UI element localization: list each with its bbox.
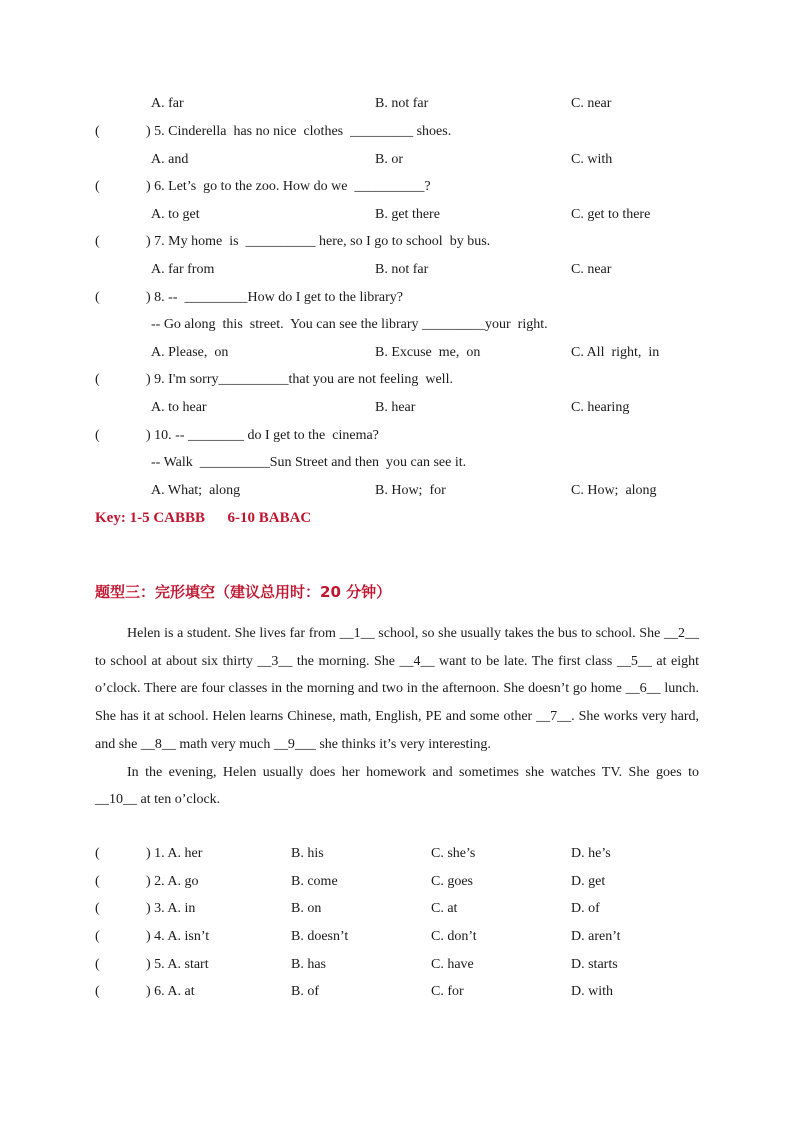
cloze-option-a: ) 4. A. isn’t (146, 929, 210, 944)
cloze-option-a: ) 5. A. start (146, 957, 209, 972)
answer-blank[interactable]: ( (95, 929, 100, 944)
option-a: A. far from (151, 262, 215, 277)
cloze-option-d: D. aren’t (571, 929, 621, 944)
cloze-option-b: B. has (291, 957, 326, 972)
option-b: B. get there (375, 207, 440, 222)
dialogue-reply: -- Go along this street. You can see the library _________your right. (151, 317, 548, 332)
option-a: A. to get (151, 207, 200, 222)
cloze-option-c: C. at (431, 901, 458, 916)
passage-paragraph-2: In the evening, Helen usually does her homework and sometimes she watches TV. She goes to __10__ at ten o’clock. (95, 764, 699, 808)
question-text: ) 5. Cinderella has no nice clothes _________ shoes. (146, 124, 452, 139)
option-c: C. near (571, 262, 612, 277)
cloze-option-d: D. of (571, 901, 600, 916)
answer-blank[interactable]: ( (95, 234, 100, 249)
answer-blank[interactable]: ( (95, 874, 100, 889)
cloze-option-b: B. come (291, 874, 338, 889)
option-a: A. Please, on (151, 345, 229, 360)
cloze-option-c: C. for (431, 984, 464, 999)
option-c: C. near (571, 96, 612, 111)
answer-blank[interactable]: ( (95, 901, 100, 916)
option-a: A. What; along (151, 483, 241, 498)
option-c: C. with (571, 152, 613, 167)
answer-blank[interactable]: ( (95, 957, 100, 972)
cloze-option-d: D. starts (571, 957, 618, 972)
cloze-option-b: B. of (291, 984, 319, 999)
answer-blank[interactable]: ( (95, 179, 100, 194)
cloze-option-a: ) 3. A. in (146, 901, 196, 916)
option-c: C. get to there (571, 207, 651, 222)
cloze-option-a: ) 6. A. at (146, 984, 195, 999)
answer-blank[interactable]: ( (95, 124, 100, 139)
cloze-option-b: B. doesn’t (291, 929, 349, 944)
question-text: ) 10. -- ________ do I get to the cinema? (146, 428, 379, 443)
cloze-option-d: D. with (571, 984, 613, 999)
question-text: ) 9. I'm sorry__________that you are not feeling well. (146, 372, 453, 387)
option-b: B. hear (375, 400, 416, 415)
answer-key: Key: 1-5 CABBB 6-10 BABAC (95, 510, 312, 526)
passage-paragraph-1: Helen is a student. She lives far from __1__ school, so she usually takes the bus to school. She __2__ to school at about six thirty __3__ the morning. She __4__ want to be late. The first class __5__ at eight o’clock. There are four classes in the morning and two in the afternoon. She doesn’t go home __6__ lunch. She has it at school. Helen learns Chinese, math, English, PE and some other __7__. She works very hard, and she __8__ math very much __9___ she thinks it’s very interesting. (95, 626, 699, 752)
question-text: ) 6. Let’s go to the zoo. How do we __________? (146, 179, 431, 194)
cloze-option-d: D. he’s (571, 846, 611, 861)
cloze-option-a: ) 1. A. her (146, 846, 203, 861)
option-a: A. far (151, 96, 184, 111)
option-c: C. hearing (571, 400, 630, 415)
cloze-option-d: D. get (571, 874, 606, 889)
option-a: A. to hear (151, 400, 207, 415)
option-b: B. not far (375, 96, 429, 111)
cloze-option-c: C. don’t (431, 929, 477, 944)
cloze-passage (95, 620, 699, 814)
option-c: C. How; along (571, 483, 657, 498)
answer-blank[interactable]: ( (95, 428, 100, 443)
cloze-option-b: B. on (291, 901, 322, 916)
option-a: A. and (151, 152, 189, 167)
option-b: B. Excuse me, on (375, 345, 481, 360)
question-text: ) 8. -- _________How do I get to the library? (146, 290, 403, 305)
option-b: B. How; for (375, 483, 446, 498)
answer-blank[interactable]: ( (95, 846, 100, 861)
answer-blank[interactable]: ( (95, 372, 100, 387)
cloze-option-c: C. goes (431, 874, 473, 889)
cloze-option-c: C. have (431, 957, 474, 972)
cloze-option-a: ) 2. A. go (146, 874, 199, 889)
option-b: B. or (375, 152, 403, 167)
section-title: 题型三：完形填空（建议总用时：20 分钟） (95, 583, 392, 601)
cloze-option-b: B. his (291, 846, 324, 861)
dialogue-reply: -- Walk __________Sun Street and then you can see it. (151, 455, 467, 470)
option-b: B. not far (375, 262, 429, 277)
answer-blank[interactable]: ( (95, 290, 100, 305)
option-c: C. All right, in (571, 345, 660, 360)
answer-blank[interactable]: ( (95, 984, 100, 999)
question-text: ) 7. My home is __________ here, so I go to school by bus. (146, 234, 491, 249)
cloze-option-c: C. she’s (431, 846, 476, 861)
